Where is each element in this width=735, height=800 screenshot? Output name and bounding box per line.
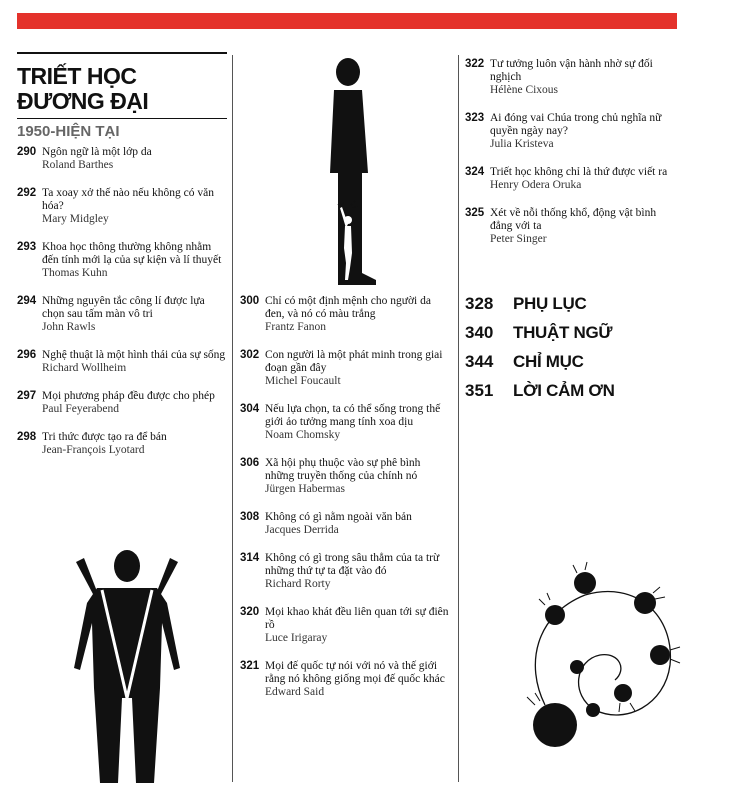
page-number: 300	[240, 295, 260, 307]
contents-column-2	[240, 295, 450, 714]
page-number: 297	[17, 390, 37, 402]
entry-author: Roland Barthes	[42, 159, 114, 171]
entry-title: Con người là một phát minh trong giai đoạn gần đây	[265, 349, 443, 374]
page-number: 325	[465, 207, 485, 219]
entry-author: Hélène Cixous	[490, 84, 559, 96]
page-number: 294	[17, 295, 37, 307]
page-number: 290	[17, 146, 37, 158]
page-number: 304	[240, 403, 260, 415]
toc-entry[interactable]	[465, 166, 675, 192]
entry-title: Những nguyên tắc công lí được lựa chọn sau tấm màn vô tri	[42, 295, 205, 320]
toc-entry[interactable]	[17, 146, 227, 172]
entry-body	[42, 295, 227, 334]
entry-body	[265, 295, 450, 334]
entry-body	[42, 187, 227, 226]
entry-title: Mọi khao khát đều liên quan tới sự điên rồ	[265, 606, 449, 631]
entry-body	[490, 112, 675, 151]
contents-column-3	[465, 58, 675, 410]
entry-author: Paul Feyerabend	[42, 403, 119, 415]
page-number: 321	[240, 660, 260, 672]
entry-title: Ai đóng vai Chúa trong chủ nghĩa nữ quyền ngày nay?	[490, 112, 662, 137]
toc-entry[interactable]	[240, 511, 450, 537]
entry-author: Mary Midgley	[42, 213, 109, 225]
page-number: 302	[240, 349, 260, 361]
entry-body	[42, 241, 227, 280]
toc-entry[interactable]	[240, 295, 450, 334]
entry-title: Chỉ có một định mệnh cho người da đen, và nó có màu trắng	[265, 295, 431, 320]
toc-entry[interactable]	[240, 457, 450, 496]
toc-entry[interactable]	[17, 431, 227, 457]
entry-title: Khoa học thông thường không nhằm đến tính mới lạ của sự kiện và lí thuyết	[42, 241, 222, 266]
toc-entry[interactable]	[17, 295, 227, 334]
entry-body	[490, 58, 675, 97]
toc-entry[interactable]	[17, 241, 227, 280]
page-number: 322	[465, 58, 485, 70]
toc-entry[interactable]	[240, 606, 450, 645]
entry-body	[265, 349, 450, 388]
page-number: 292	[17, 187, 37, 199]
entry-body	[265, 660, 450, 699]
appendix-label: LỜI CẢM ƠN	[513, 381, 615, 400]
appendix-label: THUẬT NGỮ	[513, 323, 613, 342]
section-title-line2: ĐƯƠNG ĐẠI	[17, 88, 149, 114]
entry-author: Frantz Fanon	[265, 321, 327, 333]
toc-entry[interactable]	[240, 552, 450, 591]
entry-author: Richard Rorty	[265, 578, 331, 590]
section-heading	[17, 52, 227, 140]
entry-body	[265, 552, 450, 591]
entry-title: Ta xoay xở thế nào nếu không có văn hóa?	[42, 187, 214, 212]
entry-title: Triết học không chỉ là thứ được viết ra	[490, 166, 668, 178]
entry-body	[265, 511, 450, 537]
toc-entry[interactable]	[17, 187, 227, 226]
entry-body	[490, 207, 675, 246]
entry-author: Jean-François Lyotard	[42, 444, 145, 456]
entry-title: Không có gì trong sâu thẳm của ta trừ những thứ tự ta đặt vào đó	[265, 552, 440, 577]
entry-title: Mọi đế quốc tự nói với nó và thế giới rằng nó không giống mọi đế quốc khác	[265, 660, 445, 685]
entry-title: Nếu lựa chọn, ta có thể sống trong thế giới ảo tưởng mang tính xoa dịu	[265, 403, 441, 428]
toc-entry[interactable]	[240, 403, 450, 442]
section-title	[17, 64, 227, 114]
entry-author: John Rawls	[42, 321, 96, 333]
entry-body	[42, 431, 227, 457]
entry-body	[42, 349, 227, 375]
column-divider	[232, 55, 233, 782]
page-number: 323	[465, 112, 485, 124]
spiral-heads-illustration	[505, 555, 690, 785]
page-number: 308	[240, 511, 260, 523]
entry-title: Mọi phương pháp đều được cho phép	[42, 390, 215, 402]
entry-title: Tri thức được tạo ra để bán	[42, 431, 167, 443]
split-man-illustration	[62, 548, 192, 788]
entry-author: Peter Singer	[490, 233, 547, 245]
entry-body	[42, 390, 227, 416]
red-header-bar	[17, 13, 677, 29]
appendix-entry[interactable]	[465, 294, 675, 314]
appendix-label: PHỤ LỤC	[513, 294, 587, 313]
entry-author: Edward Said	[265, 686, 325, 698]
entry-author: Henry Odera Oruka	[490, 179, 582, 191]
entry-title: Không có gì nằm ngoài văn bản	[265, 511, 412, 523]
toc-entry[interactable]	[465, 207, 675, 246]
entry-author: Jürgen Habermas	[265, 483, 345, 495]
appendix-entry[interactable]	[465, 381, 675, 401]
appendix-list	[465, 294, 675, 401]
entry-author: Richard Wollheim	[42, 362, 127, 374]
entry-title: Nghệ thuật là một hình thái của sự sống	[42, 349, 226, 361]
entry-title: Tư tưởng luôn vận hành nhờ sự đối nghịch	[490, 58, 653, 83]
page-number: 306	[240, 457, 260, 469]
appendix-entry[interactable]	[465, 352, 675, 372]
entry-author: Julia Kristeva	[490, 138, 554, 150]
entry-body	[42, 146, 227, 172]
toc-entry[interactable]	[240, 660, 450, 699]
entry-title: Xét về nỗi thống khổ, động vật bình đẳng với ta	[490, 207, 657, 232]
appendix-page-number: 351	[465, 381, 494, 400]
column-divider	[458, 55, 459, 782]
appendix-page-number: 344	[465, 352, 494, 371]
entry-author: Michel Foucault	[265, 375, 341, 387]
entry-author: Jacques Derrida	[265, 524, 339, 536]
standing-man-illustration	[318, 58, 388, 288]
appendix-page-number: 328	[465, 294, 494, 313]
section-title-line1: TRIẾT HỌC	[17, 63, 137, 89]
section-period: 1950-HIỆN TẠI	[17, 118, 227, 140]
toc-entry[interactable]	[465, 112, 675, 151]
toc-entry[interactable]	[465, 58, 675, 97]
page-number: 298	[17, 431, 37, 443]
toc-entry[interactable]	[17, 349, 227, 375]
page-number: 296	[17, 349, 37, 361]
entry-title: Xã hội phụ thuộc vào sự phê bình những truyền thống của chính nó	[265, 457, 421, 482]
contents-column-1	[17, 52, 227, 472]
entry-body	[490, 166, 675, 192]
entry-author: Thomas Kuhn	[42, 267, 108, 279]
appendix-label: CHỈ MỤC	[513, 352, 584, 371]
entry-author: Noam Chomsky	[265, 429, 341, 441]
page-number: 324	[465, 166, 485, 178]
appendix-page-number: 340	[465, 323, 494, 342]
page-number: 293	[17, 241, 37, 253]
toc-entry[interactable]	[17, 390, 227, 416]
entry-body	[265, 606, 450, 645]
page-number: 320	[240, 606, 260, 618]
entry-body	[265, 457, 450, 496]
page-number: 314	[240, 552, 260, 564]
appendix-entry[interactable]	[465, 323, 675, 343]
entry-author: Luce Irigaray	[265, 632, 328, 644]
entry-title: Ngôn ngữ là một lớp da	[42, 146, 152, 158]
toc-entry[interactable]	[240, 349, 450, 388]
entry-body	[265, 403, 450, 442]
